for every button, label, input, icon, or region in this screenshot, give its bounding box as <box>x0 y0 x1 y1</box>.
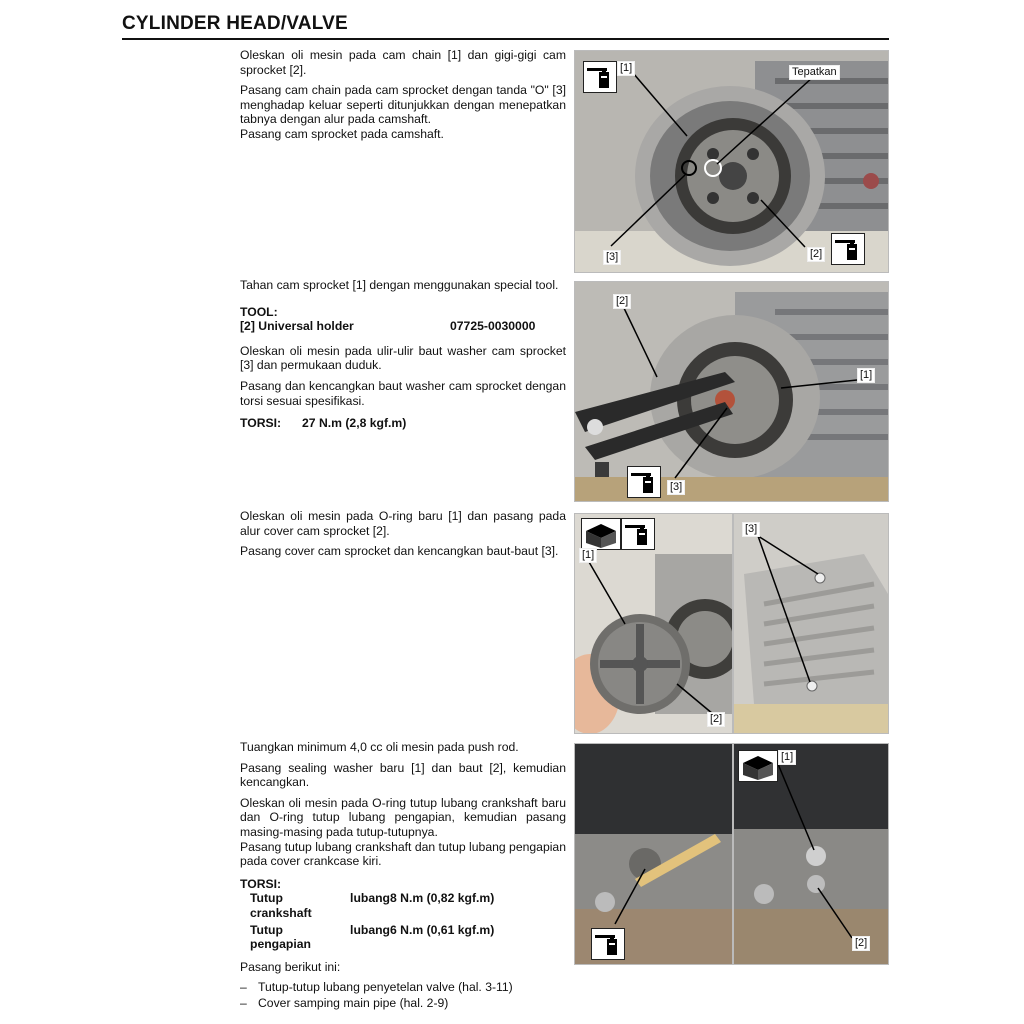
engine-oil-icon <box>621 518 655 550</box>
step4-text <box>240 740 566 1012</box>
step1-photo <box>574 50 889 273</box>
step3-text <box>240 509 566 565</box>
tool-row <box>240 319 566 334</box>
step3-photo-left <box>574 513 733 734</box>
torque-label: TORSI: <box>240 876 282 891</box>
torque-table <box>250 891 566 951</box>
engine-oil-icon <box>627 466 661 498</box>
list-item: – Cover samping main pipe (hal. 2-9) <box>240 996 566 1011</box>
new-part-icon <box>581 518 621 550</box>
step4-paragraph-3: Oleskan oli mesin pada O-ring tutup lubang crankshaft baru dan O-ring tutup lubang pengapian, kemudian pasang masing-masing pada tutup-tutupnya. <box>240 795 566 839</box>
callout-label: [2] <box>807 247 825 262</box>
step4-paragraph-1: Tuangkan minimum 4,0 cc oli mesin pada push rod. <box>240 740 519 754</box>
torque-row <box>250 923 566 952</box>
callout-label: [2] <box>613 294 631 309</box>
engine-oil-icon <box>583 61 617 93</box>
step1-paragraph-1: Oleskan oli mesin pada cam chain [1] dan gigi-gigi cam sprocket [2]. <box>240 48 566 77</box>
step3-photo-right <box>733 513 889 734</box>
callout-label: [3] <box>667 480 685 495</box>
torque-item-name: Tutup lubang crankshaft <box>250 891 390 920</box>
step2-photo <box>574 281 889 502</box>
step4-paragraph-4: Pasang tutup lubang crankshaft dan tutup lubang pengapian pada cover crankcase kiri. <box>240 839 566 869</box>
install-intro: Pasang berikut ini: <box>240 959 341 974</box>
torque-item-value: 8 N.m (0,82 kgf.m) <box>390 891 495 906</box>
step1-text <box>240 48 566 148</box>
step1-paragraph-2: Pasang cam chain pada cam sprocket dengan tanda "O" [3] menghadap keluar seperti ditunjukkan dengan menepatkan tabnya dengan alur pada camshaft. <box>240 83 566 127</box>
tool-number: 07725-0030000 <box>450 319 536 334</box>
new-part-icon <box>738 750 778 782</box>
engine-oil-icon <box>591 928 625 960</box>
engine-oil-icon <box>831 233 865 265</box>
step2-paragraph-1: Tahan cam sprocket [1] dengan menggunakan special tool. <box>240 278 559 292</box>
step4-photo-right <box>733 743 889 965</box>
step3-paragraph-2: Pasang cover cam sprocket dan kencangkan baut-baut [3]. <box>240 544 559 559</box>
torque-item-name: Tutup lubang pengapian <box>250 922 390 952</box>
universal-holder-illustration <box>575 282 888 501</box>
step4-photo-left <box>574 743 733 965</box>
install-list <box>240 980 566 1010</box>
torque-spec <box>240 416 566 431</box>
page-header <box>122 13 889 40</box>
torque-label: TORSI: <box>240 416 282 431</box>
callout-label: [1] <box>579 548 597 563</box>
tool-name: [2] Universal holder <box>240 319 354 334</box>
torque-item-value: 6 N.m (0,61 kgf.m) <box>390 922 495 937</box>
callout-label: [3] <box>742 522 760 537</box>
callout-label: [2] <box>852 936 870 951</box>
page-title: CYLINDER HEAD/VALVE <box>122 13 348 34</box>
tool-heading: TOOL: <box>240 304 278 319</box>
step1-paragraph-3: Pasang cam sprocket pada camshaft. <box>240 126 444 141</box>
header-rule <box>122 38 889 40</box>
cam-sprocket-cover-illustration <box>734 514 888 733</box>
callout-label: [1] <box>778 750 796 765</box>
step2-text <box>240 278 566 431</box>
callout-label: [2] <box>707 712 725 727</box>
step3-paragraph-1: Oleskan oli mesin pada O-ring baru [1] dan pasang pada alur cover cam sprocket [2]. <box>240 509 566 538</box>
torque-value: 27 N.m (2,8 kgf.m) <box>302 416 407 431</box>
callout-label: [3] <box>603 250 621 265</box>
callout-label: [1] <box>857 368 875 383</box>
step4-paragraph-2: Pasang sealing washer baru [1] dan baut [2], kemudian kencangkan. <box>240 760 566 790</box>
torque-row <box>250 891 566 920</box>
callout-label: [1] <box>617 61 635 76</box>
callout-label-tepatkan: Tepatkan <box>789 65 840 80</box>
step2-paragraph-2: Oleskan oli mesin pada ulir-ulir baut washer cam sprocket [3] dan permukaan duduk. <box>240 343 566 373</box>
step2-paragraph-3: Pasang dan kencangkan baut washer cam sprocket dengan torsi sesuai spesifikasi. <box>240 378 566 408</box>
list-item: – Tutup-tutup lubang penyetelan valve (hal. 3-11) <box>240 980 566 995</box>
